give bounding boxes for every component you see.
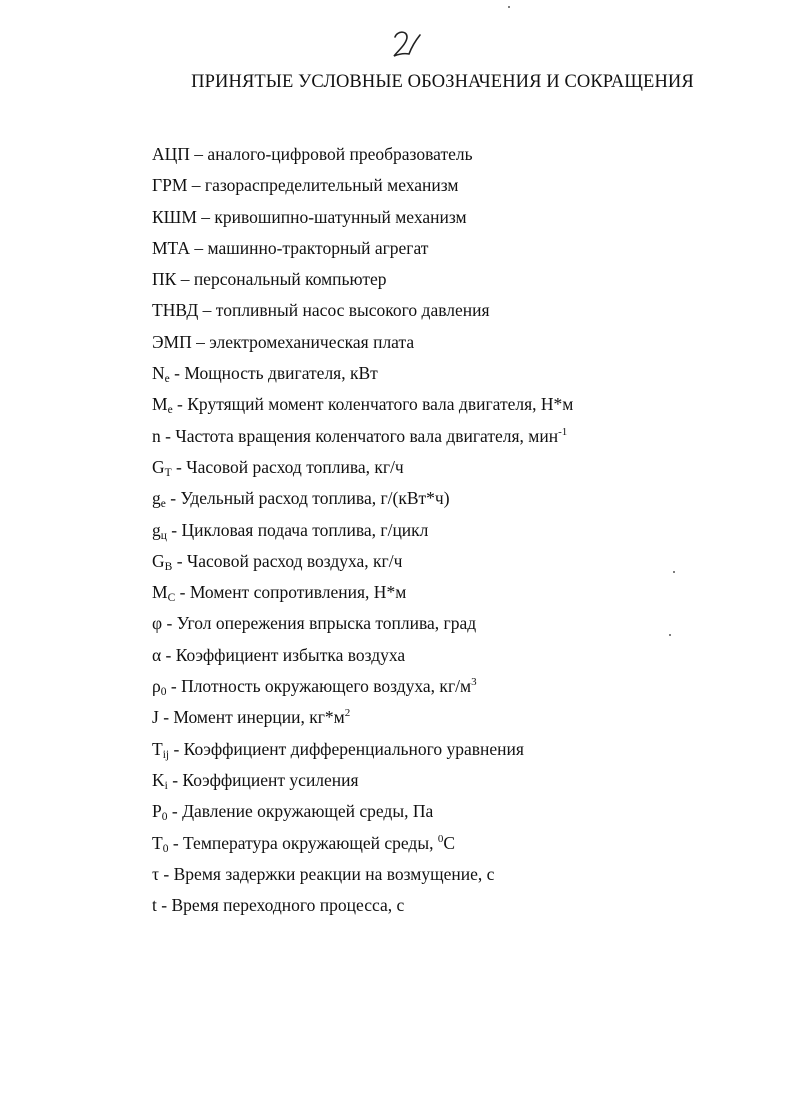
list-item bbox=[152, 832, 573, 863]
separator: - bbox=[166, 519, 182, 540]
separator: – bbox=[191, 331, 210, 352]
symbol-subscript: 0 bbox=[160, 686, 167, 699]
separator: - bbox=[161, 644, 176, 665]
list-item bbox=[152, 863, 573, 894]
description: электромеханическая плата bbox=[209, 331, 415, 352]
list-item bbox=[152, 894, 573, 925]
unit-superscript: 2 bbox=[344, 707, 351, 720]
list-item bbox=[152, 519, 573, 550]
symbol: τ bbox=[152, 863, 160, 884]
symbol: МТА bbox=[152, 237, 191, 258]
description: газораспределительный механизм bbox=[204, 175, 459, 196]
symbol-subscript: T bbox=[164, 466, 172, 479]
list-item bbox=[152, 393, 573, 424]
description: Часовой расход топлива, кг/ч bbox=[186, 456, 404, 477]
handwritten-page-number bbox=[385, 28, 425, 62]
list-item bbox=[152, 487, 573, 518]
list-item bbox=[152, 143, 573, 174]
description: Температура окружающей среды, bbox=[183, 832, 438, 853]
description: Коэффициент усиления bbox=[182, 769, 359, 790]
description: Удельный расход топлива, г/(кВт*ч) bbox=[180, 488, 450, 509]
separator: - bbox=[171, 456, 187, 477]
separator: - bbox=[156, 895, 172, 916]
unit-superscript: 0 bbox=[437, 832, 444, 845]
list-item bbox=[152, 362, 573, 393]
description: персональный компьютер bbox=[193, 269, 387, 290]
description: Крутящий момент коленчатого вала двигателя, Н*м bbox=[187, 394, 574, 415]
description: Угол опережения впрыска топлива, град bbox=[176, 613, 477, 634]
description: топливный насос высокого давления bbox=[215, 300, 490, 321]
symbol-subscript: i bbox=[164, 779, 168, 792]
symbol-subscript: e bbox=[160, 498, 166, 511]
separator: – bbox=[189, 144, 208, 164]
description: аналого-цифровой преобразователь bbox=[207, 144, 473, 164]
symbol-subscript: 0 bbox=[162, 842, 169, 855]
separator: - bbox=[167, 769, 183, 790]
list-item bbox=[152, 675, 573, 706]
list-item bbox=[152, 612, 573, 643]
separator: – bbox=[198, 300, 216, 321]
separator: - bbox=[172, 394, 188, 415]
symbol: α bbox=[152, 644, 162, 665]
separator: - bbox=[158, 707, 174, 728]
symbol: N bbox=[152, 363, 165, 384]
list-item bbox=[152, 706, 573, 737]
description: Коэффициент избытка воздуха bbox=[175, 644, 406, 665]
list-item bbox=[152, 268, 573, 299]
separator: - bbox=[175, 582, 190, 603]
symbol: ПК bbox=[152, 269, 177, 290]
separator: - bbox=[160, 425, 176, 446]
description: Цикловая подача топлива, г/цикл bbox=[181, 519, 429, 540]
description: Мощность двигателя, кВт bbox=[184, 363, 378, 384]
separator: – bbox=[196, 206, 215, 227]
page-title: ПРИНЯТЫЕ УСЛОВНЫЕ ОБОЗНАЧЕНИЯ И СОКРАЩЕНИЯ bbox=[191, 72, 694, 92]
symbol: M bbox=[152, 394, 168, 415]
symbol: ρ bbox=[152, 676, 161, 697]
list-item bbox=[152, 738, 573, 769]
description: Момент сопротивления, Н*м bbox=[189, 582, 407, 603]
description: Время задержки реакции на возмущение, с bbox=[173, 863, 495, 884]
description: Часовой расход воздуха, кг/ч bbox=[186, 550, 403, 571]
symbol: J bbox=[152, 707, 159, 728]
symbol-subscript: ц bbox=[160, 529, 167, 542]
symbol-subscript: B bbox=[164, 560, 173, 573]
separator: - bbox=[159, 863, 174, 884]
separator: - bbox=[172, 550, 187, 571]
list-item bbox=[152, 800, 573, 831]
unit-tail: C bbox=[443, 832, 456, 853]
symbol: КШМ bbox=[152, 206, 197, 227]
symbol: n bbox=[152, 425, 161, 446]
separator: – bbox=[176, 269, 194, 290]
handwritten-numeral-image bbox=[385, 28, 425, 62]
symbol: ГРМ bbox=[152, 175, 188, 196]
symbol: ТНВД bbox=[152, 300, 199, 321]
separator: - bbox=[166, 676, 182, 697]
description: Время переходного процесса, с bbox=[171, 895, 405, 916]
symbol: t bbox=[152, 895, 157, 916]
separator: – bbox=[187, 175, 205, 196]
list-item bbox=[152, 174, 573, 205]
list-item bbox=[152, 425, 573, 456]
description: Частота вращения коленчатого вала двигателя, мин bbox=[175, 425, 559, 446]
description: Плотность окружающего воздуха, кг/м bbox=[181, 676, 472, 697]
symbol: g bbox=[152, 519, 161, 540]
unit-superscript: 3 bbox=[471, 676, 477, 689]
list-item bbox=[152, 550, 573, 581]
list-item bbox=[152, 581, 573, 612]
separator: - bbox=[169, 738, 184, 759]
unit-superscript: -1 bbox=[558, 425, 568, 438]
symbol-subscript: C bbox=[167, 592, 176, 605]
symbol-subscript: e bbox=[167, 404, 173, 417]
symbol: ЭМП bbox=[152, 331, 192, 352]
separator: - bbox=[162, 613, 177, 634]
description: машинно-тракторный агрегат bbox=[207, 237, 429, 258]
abbreviation-list bbox=[152, 143, 573, 925]
symbol: g bbox=[152, 488, 161, 509]
symbol-subscript: 0 bbox=[161, 811, 168, 824]
separator: - bbox=[168, 832, 184, 853]
separator: – bbox=[190, 237, 208, 258]
symbol: P bbox=[152, 801, 162, 822]
list-item bbox=[152, 644, 573, 675]
scan-speck bbox=[673, 571, 675, 573]
list-item bbox=[152, 456, 573, 487]
symbol-subscript: e bbox=[164, 373, 170, 386]
list-item bbox=[152, 206, 573, 237]
symbol: M bbox=[152, 582, 168, 603]
list-item bbox=[152, 331, 573, 362]
symbol: T bbox=[152, 738, 163, 759]
symbol-subscript: ij bbox=[162, 748, 170, 761]
separator: - bbox=[167, 801, 183, 822]
symbol: φ bbox=[152, 613, 163, 634]
scan-speck bbox=[508, 6, 510, 8]
symbol: T bbox=[152, 832, 163, 853]
description: Коэффициент дифференциального уравнения bbox=[183, 738, 524, 759]
separator: - bbox=[165, 488, 181, 509]
description: кривошипно-шатунный механизм bbox=[214, 206, 467, 227]
list-item bbox=[152, 769, 573, 800]
list-item bbox=[152, 237, 573, 268]
scan-speck bbox=[669, 634, 671, 636]
symbol: K bbox=[152, 769, 165, 790]
list-item bbox=[152, 299, 573, 330]
symbol: G bbox=[152, 456, 165, 477]
description: Момент инерции, кг*м bbox=[173, 707, 345, 728]
description: Давление окружающей среды, Па bbox=[182, 801, 434, 822]
symbol: АЦП bbox=[152, 144, 190, 164]
symbol: G bbox=[152, 550, 165, 571]
separator: - bbox=[169, 363, 185, 384]
